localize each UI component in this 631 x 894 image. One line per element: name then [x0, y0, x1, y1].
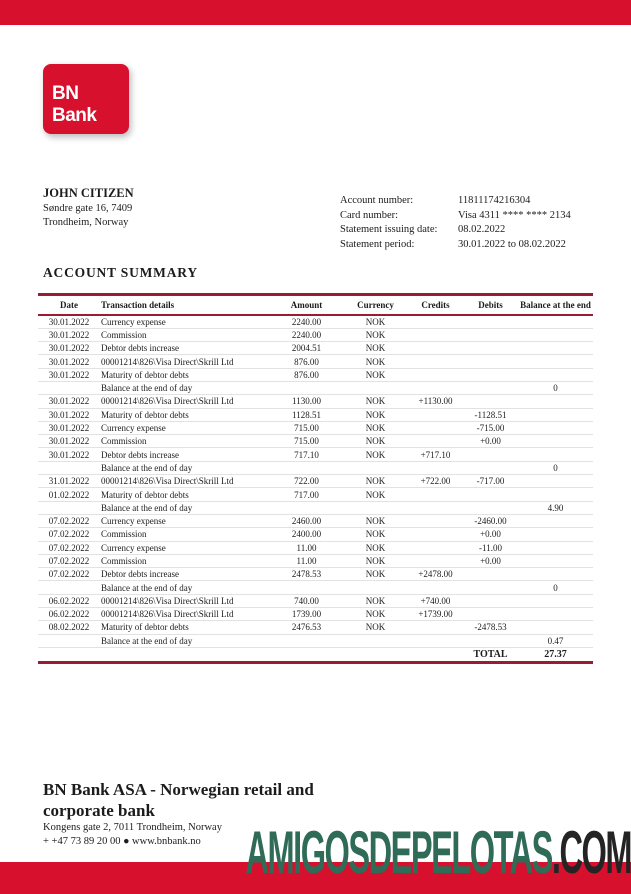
cell-details: Currency expense: [101, 316, 166, 327]
cell-details: Maturity of debtor debts: [101, 409, 189, 420]
cell-amount: 2460.00: [291, 516, 322, 527]
cell-credits: +2478.00: [418, 569, 453, 580]
column-header-currency: Currency: [357, 300, 394, 310]
watermark-main-text: AMIGOSDEPELOTAS: [245, 818, 552, 887]
total-empty-cell: [38, 647, 100, 662]
cell-balance: [518, 554, 593, 567]
account-info-value: 11811174216304: [458, 195, 531, 206]
cell-balance: 0: [553, 582, 558, 593]
cell-amount: 722.00: [294, 476, 319, 487]
cell-balance: [518, 621, 593, 634]
cell-currency: [343, 381, 408, 394]
cell-balance: 4.90: [547, 502, 564, 513]
cell-debits: +0.00: [480, 436, 501, 447]
table-header: [38, 295, 593, 316]
cell-debits: [463, 448, 518, 461]
cell-debits: [463, 395, 518, 408]
table-row: [38, 435, 593, 448]
cell-details: 00001214\826\Visa Direct\Skrill Ltd: [101, 595, 234, 606]
cell-details: Balance at the end of day: [101, 462, 193, 473]
cell-amount: 2478.53: [291, 569, 322, 580]
cell-currency: [343, 461, 408, 474]
customer-address-block: [43, 186, 134, 230]
table-row: [38, 421, 593, 434]
cell-credits: [408, 368, 463, 381]
cell-date: [38, 581, 100, 594]
cell-currency: [343, 581, 408, 594]
cell-balance: [518, 355, 593, 368]
cell-details: Currency expense: [101, 542, 166, 553]
customer-address-line2: Trondheim, Norway: [43, 217, 129, 228]
cell-details: 00001214\826\Visa Direct\Skrill Ltd: [101, 476, 234, 487]
cell-balance: [518, 328, 593, 341]
cell-currency: NOK: [365, 329, 386, 340]
cell-currency: NOK: [365, 409, 386, 420]
cell-details: Balance at the end of day: [101, 502, 193, 513]
cell-debits: [463, 342, 518, 355]
footer-heading-line2: corporate bank: [43, 801, 155, 820]
cell-currency: [343, 634, 408, 647]
cell-credits: [408, 408, 463, 421]
cell-debits: +0.00: [480, 555, 501, 566]
table-row: [38, 514, 593, 527]
cell-details: 00001214\826\Visa Direct\Skrill Ltd: [101, 356, 234, 367]
cell-debits: -11.00: [479, 542, 502, 553]
cell-balance: 0: [553, 462, 558, 473]
cell-date: 07.02.2022: [48, 555, 90, 566]
account-info-row: [340, 194, 571, 209]
cell-debits: [463, 594, 518, 607]
cell-amount: [270, 461, 343, 474]
cell-credits: [408, 501, 463, 514]
cell-date: 06.02.2022: [48, 595, 90, 606]
cell-amount: 715.00: [294, 436, 319, 447]
balance-row: [38, 461, 593, 474]
account-info-row: [340, 209, 571, 224]
balance-row: [38, 634, 593, 647]
total-empty-cell: [270, 647, 343, 662]
cell-details: Maturity of debtor debts: [101, 369, 189, 380]
cell-debits: [463, 608, 518, 621]
cell-amount: 1739.00: [291, 609, 322, 620]
cell-balance: [518, 528, 593, 541]
cell-currency: NOK: [365, 609, 386, 620]
cell-amount: [270, 501, 343, 514]
cell-date: 30.01.2022: [48, 343, 90, 354]
cell-details: Balance at the end of day: [101, 383, 193, 394]
column-header-details: Transaction details: [101, 300, 175, 310]
cell-amount: 2240.00: [291, 329, 322, 340]
cell-debits: [463, 634, 518, 647]
cell-details: Maturity of debtor debts: [101, 489, 189, 500]
account-info-row: [340, 238, 571, 253]
table-row: [38, 395, 593, 408]
table-row: [38, 342, 593, 355]
bottom-red-bar: [0, 862, 631, 894]
cell-amount: [270, 581, 343, 594]
cell-details: Debtor debts increase: [101, 449, 179, 460]
cell-currency: NOK: [365, 436, 386, 447]
cell-currency: NOK: [365, 569, 386, 580]
table-header-row: [38, 295, 593, 316]
cell-currency: NOK: [365, 343, 386, 354]
table-row: [38, 448, 593, 461]
cell-date: 07.02.2022: [48, 516, 90, 527]
top-red-bar: [0, 0, 631, 25]
total-empty-cell: [408, 647, 463, 662]
table-body: [38, 315, 593, 662]
cell-credits: [408, 381, 463, 394]
cell-balance: [518, 568, 593, 581]
cell-amount: 876.00: [294, 369, 319, 380]
cell-date: 30.01.2022: [48, 369, 90, 380]
logo-text: BN Bank: [52, 83, 97, 126]
cell-currency: NOK: [365, 396, 386, 407]
account-info-label: Statement issuing date:: [340, 224, 438, 236]
cell-date: 30.01.2022: [48, 329, 90, 340]
cell-debits: [463, 315, 518, 328]
cell-debits: [463, 501, 518, 514]
cell-currency: NOK: [365, 423, 386, 434]
cell-amount: 717.00: [294, 489, 319, 500]
account-info-value: 08.02.2022: [458, 224, 506, 236]
cell-balance: [518, 408, 593, 421]
cell-date: 30.01.2022: [48, 436, 90, 447]
account-info-label: Statement period:: [340, 238, 415, 250]
cell-credits: [408, 634, 463, 647]
cell-credits: [408, 435, 463, 448]
customer-name: JOHN CITIZEN: [43, 186, 134, 200]
cell-amount: 740.00: [294, 595, 319, 606]
cell-details: Currency expense: [101, 516, 166, 527]
cell-date: 07.02.2022: [48, 542, 90, 553]
cell-details: Commission: [101, 529, 147, 540]
cell-amount: 715.00: [294, 423, 319, 434]
footer-heading-line1: BN Bank ASA - Norwegian retail and: [43, 780, 314, 799]
cell-balance: 0.47: [547, 635, 564, 646]
account-info-label: Account number:: [340, 195, 414, 206]
cell-credits: [408, 421, 463, 434]
cell-date: [38, 634, 100, 647]
column-header-debits: Debits: [478, 300, 503, 310]
watermark-suffix-text: .COM: [551, 818, 631, 887]
table-row: [38, 488, 593, 501]
cell-date: 30.01.2022: [48, 316, 90, 327]
cell-currency: NOK: [365, 489, 386, 500]
total-value: 27.37: [544, 648, 567, 660]
cell-currency: NOK: [365, 476, 386, 487]
cell-credits: +722.00: [420, 476, 451, 487]
cell-amount: 717.10: [294, 449, 319, 460]
cell-debits: -2478.53: [474, 622, 507, 633]
cell-balance: [518, 448, 593, 461]
total-empty-cell: [343, 647, 408, 662]
cell-currency: NOK: [365, 529, 386, 540]
footer-address: Kongens gate 2, 7011 Trondheim, Norway: [43, 822, 222, 833]
cell-currency: NOK: [365, 356, 386, 367]
cell-date: [38, 501, 100, 514]
cell-debits: -1128.51: [474, 409, 507, 420]
column-header-balance: Balance at the end: [520, 300, 591, 310]
cell-details: Maturity of debtor debts: [101, 622, 189, 633]
cell-credits: [408, 541, 463, 554]
table-row: [38, 355, 593, 368]
balance-row: [38, 381, 593, 394]
cell-balance: [518, 541, 593, 554]
cell-balance: [518, 342, 593, 355]
account-info-list: [340, 194, 571, 252]
table-row: [38, 528, 593, 541]
table-row: [38, 315, 593, 328]
cell-balance: [518, 475, 593, 488]
cell-balance: [518, 608, 593, 621]
cell-amount: 1128.51: [292, 409, 321, 420]
cell-credits: +740.00: [420, 595, 451, 606]
balance-row: [38, 581, 593, 594]
cell-credits: +1739.00: [418, 609, 453, 620]
cell-debits: -715.00: [476, 423, 505, 434]
cell-credits: [408, 328, 463, 341]
cell-debits: [463, 461, 518, 474]
cell-amount: [270, 634, 343, 647]
table-row: [38, 621, 593, 634]
cell-debits: [463, 328, 518, 341]
cell-amount: [270, 381, 343, 394]
cell-currency: NOK: [365, 595, 386, 606]
column-header-date: Date: [60, 300, 78, 310]
cell-balance: [518, 435, 593, 448]
footer-block: [43, 779, 314, 848]
table-row: [38, 408, 593, 421]
cell-date: 30.01.2022: [48, 396, 90, 407]
cell-amount: 2400.00: [291, 529, 322, 540]
total-row: [38, 647, 593, 662]
cell-currency: NOK: [365, 622, 386, 633]
cell-balance: 0: [553, 383, 558, 394]
cell-currency: NOK: [365, 516, 386, 527]
cell-credits: [408, 342, 463, 355]
table-row: [38, 568, 593, 581]
cell-balance: [518, 395, 593, 408]
cell-details: Currency expense: [101, 423, 166, 434]
cell-credits: [408, 488, 463, 501]
cell-currency: NOK: [365, 542, 386, 553]
transactions-table: [38, 293, 593, 664]
cell-details: Commission: [101, 555, 147, 566]
cell-credits: [408, 355, 463, 368]
cell-date: [38, 461, 100, 474]
cell-credits: [408, 581, 463, 594]
cell-date: 01.02.2022: [48, 489, 90, 500]
cell-date: 08.02.2022: [48, 622, 90, 633]
cell-credits: [408, 528, 463, 541]
cell-balance: [518, 594, 593, 607]
customer-address-line1: Søndre gate 16, 7409: [43, 203, 133, 214]
cell-details: Commission: [101, 329, 147, 340]
table-row: [38, 475, 593, 488]
cell-balance: [518, 368, 593, 381]
cell-details: 00001214\826\Visa Direct\Skrill Ltd: [101, 396, 234, 407]
account-info-row: [340, 223, 571, 238]
cell-credits: [408, 621, 463, 634]
table-row: [38, 368, 593, 381]
cell-debits: [463, 368, 518, 381]
account-info-value: 30.01.2022 to 08.02.2022: [458, 238, 566, 250]
cell-balance: [518, 488, 593, 501]
column-header-amount: Amount: [290, 300, 323, 310]
footer-contact: + +47 73 89 20 00 ● www.bnbank.no: [43, 835, 201, 847]
cell-credits: [408, 461, 463, 474]
cell-amount: 11.00: [296, 555, 317, 566]
account-info-label: Card number:: [340, 209, 399, 221]
cell-amount: 2004.51: [291, 343, 322, 354]
table-row: [38, 328, 593, 341]
cell-currency: NOK: [365, 555, 386, 566]
table-row: [38, 554, 593, 567]
table-row: [38, 608, 593, 621]
cell-debits: -717.00: [476, 476, 505, 487]
cell-amount: 2476.53: [291, 622, 322, 633]
cell-currency: NOK: [365, 316, 386, 327]
cell-date: [38, 381, 100, 394]
column-header-credits: Credits: [421, 300, 450, 310]
cell-details: Debtor debts increase: [101, 569, 179, 580]
bn-bank-logo: [43, 64, 129, 134]
cell-debits: -2460.00: [474, 516, 507, 527]
cell-credits: +1130.00: [418, 396, 453, 407]
cell-date: 07.02.2022: [48, 529, 90, 540]
cell-currency: [343, 501, 408, 514]
cell-credits: [408, 315, 463, 328]
total-empty-cell: [100, 647, 270, 662]
cell-amount: 876.00: [294, 356, 319, 367]
cell-debits: +0.00: [480, 529, 501, 540]
cell-currency: NOK: [365, 449, 386, 460]
cell-date: 06.02.2022: [48, 609, 90, 620]
footer-bank-heading: [43, 779, 314, 821]
cell-debits: [463, 581, 518, 594]
cell-debits: [463, 568, 518, 581]
cell-amount: 11.00: [296, 542, 317, 553]
cell-debits: [463, 488, 518, 501]
balance-row: [38, 501, 593, 514]
cell-details: 00001214\826\Visa Direct\Skrill Ltd: [101, 609, 234, 620]
cell-currency: NOK: [365, 369, 386, 380]
cell-debits: [463, 381, 518, 394]
cell-credits: +717.10: [420, 449, 451, 460]
cell-balance: [518, 315, 593, 328]
cell-date: 30.01.2022: [48, 449, 90, 460]
cell-date: 31.01.2022: [48, 476, 90, 487]
cell-details: Balance at the end of day: [101, 582, 193, 593]
cell-details: Debtor debts increase: [101, 343, 179, 354]
cell-date: 07.02.2022: [48, 569, 90, 580]
account-summary-title: ACCOUNT SUMMARY: [43, 265, 198, 280]
cell-balance: [518, 421, 593, 434]
cell-date: 30.01.2022: [48, 356, 90, 367]
table-row: [38, 541, 593, 554]
cell-debits: [463, 355, 518, 368]
cell-details: Commission: [101, 436, 147, 447]
cell-date: 30.01.2022: [48, 423, 90, 434]
cell-balance: [518, 514, 593, 527]
cell-date: 30.01.2022: [48, 409, 90, 420]
account-info-value: Visa 4311 **** **** 2134: [458, 209, 571, 221]
cell-amount: 1130.00: [292, 396, 321, 407]
cell-details: Balance at the end of day: [101, 635, 193, 646]
cell-amount: 2240.00: [291, 316, 322, 327]
cell-credits: [408, 554, 463, 567]
table-row: [38, 594, 593, 607]
total-label: TOTAL: [473, 648, 508, 660]
cell-credits: [408, 514, 463, 527]
